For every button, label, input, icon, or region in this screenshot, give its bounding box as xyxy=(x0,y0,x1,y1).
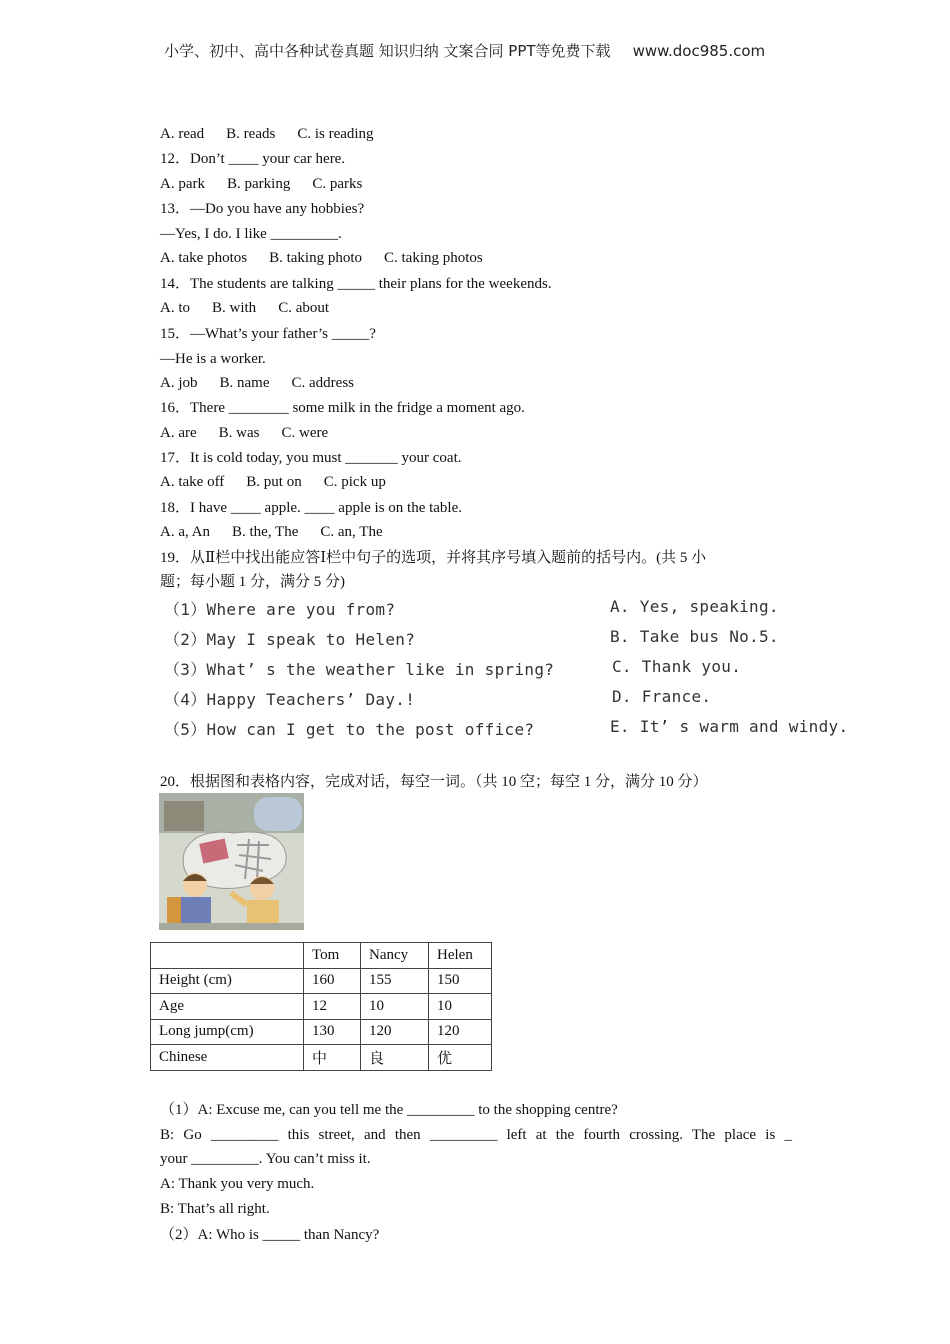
option: A. a, An xyxy=(160,524,210,540)
option: A. take photos xyxy=(160,250,248,266)
option: B. with xyxy=(212,300,257,316)
q15-line2: —He is a worker. xyxy=(160,351,266,367)
q14-options xyxy=(160,298,351,318)
option: C. were xyxy=(281,425,329,441)
dialogue-1-b2: your _________. You can’t miss it. xyxy=(160,1151,371,1167)
q18-stem: 18．I have ____ apple. ____ apple is on the table. xyxy=(160,500,463,516)
option: B. the, The xyxy=(232,524,299,540)
option: A. to xyxy=(160,300,190,316)
table-cell: 120 xyxy=(429,1019,492,1045)
table-cell: 130 xyxy=(304,1019,361,1045)
q13-line2: —Yes, I do. I like _________. xyxy=(160,226,342,242)
q19-right-d: D. France. xyxy=(612,687,712,706)
dialogue-1-c: A: Thank you very much. xyxy=(160,1176,315,1192)
table-cell: 12 xyxy=(304,994,361,1020)
option: C. is reading xyxy=(297,126,374,142)
table-cell: Helen xyxy=(429,943,492,969)
q15-stem: 15．—What’s your father’s _____? xyxy=(160,326,376,342)
table-cell: Nancy xyxy=(361,943,429,969)
q16-stem: 16．There ________ some milk in the fridge a moment ago. xyxy=(160,400,525,416)
table-cell: 良 xyxy=(361,1045,429,1071)
q20-stem: 20．根据图和表格内容，完成对话，每空一词。（共 10 空；每空 1 分，满分 10 分） xyxy=(160,774,708,790)
option: A. are xyxy=(160,425,197,441)
table-cell: Age xyxy=(151,994,304,1020)
q19-left-3: （3）What’ s the weather like in spring? xyxy=(164,660,555,679)
option: B. put on xyxy=(246,474,302,490)
table-cell: 150 xyxy=(429,968,492,994)
table-row xyxy=(151,1019,492,1045)
table-cell: Long jump(cm) xyxy=(151,1019,304,1045)
header-text: 小学、初中、高中各种试卷真题 知识归纳 文案合同 PPT等免费下载 xyxy=(164,42,611,60)
q19-left-2: （2）May I speak to Helen? xyxy=(164,630,416,649)
q19-right-a: A. Yes, speaking. xyxy=(610,597,779,616)
table-cell: 10 xyxy=(429,994,492,1020)
data-table xyxy=(150,942,492,1071)
page-header xyxy=(164,40,804,61)
q19-left-4: （4）Happy Teachers’ Day.! xyxy=(164,690,416,709)
option: C. about xyxy=(278,300,330,316)
option: B. was xyxy=(218,425,260,441)
q19-stem-2: 题；每小题 1 分，满分 5 分) xyxy=(160,574,345,590)
option: A. job xyxy=(160,375,198,391)
option: B. name xyxy=(219,375,270,391)
option: C. an, The xyxy=(320,524,383,540)
dialogue-1-b: B: Go _________ this street, and then _________ left at the fourth crossing. The place is _ xyxy=(160,1127,792,1143)
q19-right-e: E. It’ s warm and windy. xyxy=(610,717,849,736)
option: C. pick up xyxy=(323,474,386,490)
table-cell xyxy=(151,943,304,969)
header-site: www.doc985.com xyxy=(632,42,766,60)
option: A. take off xyxy=(160,474,225,490)
q17-options xyxy=(160,472,408,492)
q13-options xyxy=(160,248,505,268)
option: B. taking photo xyxy=(269,250,362,266)
table-cell: 优 xyxy=(429,1045,492,1071)
q15-options xyxy=(160,373,376,393)
q14-stem: 14．The students are talking _____ their plans for the weekends. xyxy=(160,276,552,292)
q19-left-1: （1）Where are you from? xyxy=(164,600,396,619)
table-row xyxy=(151,1045,492,1071)
dialogue-2-a: （2）A: Who is _____ than Nancy? xyxy=(160,1227,380,1243)
option: C. taking photos xyxy=(384,250,483,266)
table-cell: 120 xyxy=(361,1019,429,1045)
table-header-row xyxy=(151,943,492,969)
option: B. reads xyxy=(226,126,276,142)
q19-right-b: B. Take bus No.5. xyxy=(610,627,779,646)
table-cell: 160 xyxy=(304,968,361,994)
table-cell: 中 xyxy=(304,1045,361,1071)
q12-options xyxy=(160,174,384,194)
q11-options xyxy=(160,124,396,144)
q18-options xyxy=(160,522,405,542)
q16-options xyxy=(160,423,350,443)
option: C. address xyxy=(291,375,354,391)
option: B. parking xyxy=(227,176,291,192)
table-row xyxy=(151,968,492,994)
q17-stem: 17．It is cold today, you must _______ your coat. xyxy=(160,450,462,466)
table-cell: Chinese xyxy=(151,1045,304,1071)
dialogue-1-a: （1）A: Excuse me, can you tell me the _________ to the shopping centre? xyxy=(160,1102,618,1118)
table-cell: Height (cm) xyxy=(151,968,304,994)
q19-stem: 19．从Ⅱ栏中找出能应答Ⅰ栏中句子的选项，并将其序号填入题前的括号内。(共 5 小 xyxy=(160,550,707,566)
table-cell: 10 xyxy=(361,994,429,1020)
q19-left-5: （5）How can I get to the post office? xyxy=(164,720,535,739)
q13-stem: 13．—Do you have any hobbies? xyxy=(160,201,365,217)
dialogue-1-d: B: That’s all right. xyxy=(160,1201,270,1217)
table-row xyxy=(151,994,492,1020)
option: A. read xyxy=(160,126,205,142)
illustration-svg xyxy=(159,793,304,930)
q12-stem: 12．Don’t ____ your car here. xyxy=(160,151,346,167)
illustration-boys-map xyxy=(159,793,304,930)
q19-right-c: C. Thank you. xyxy=(612,657,742,676)
option: C. parks xyxy=(312,176,363,192)
table-cell: 155 xyxy=(361,968,429,994)
table-cell: Tom xyxy=(304,943,361,969)
option: A. park xyxy=(160,176,205,192)
